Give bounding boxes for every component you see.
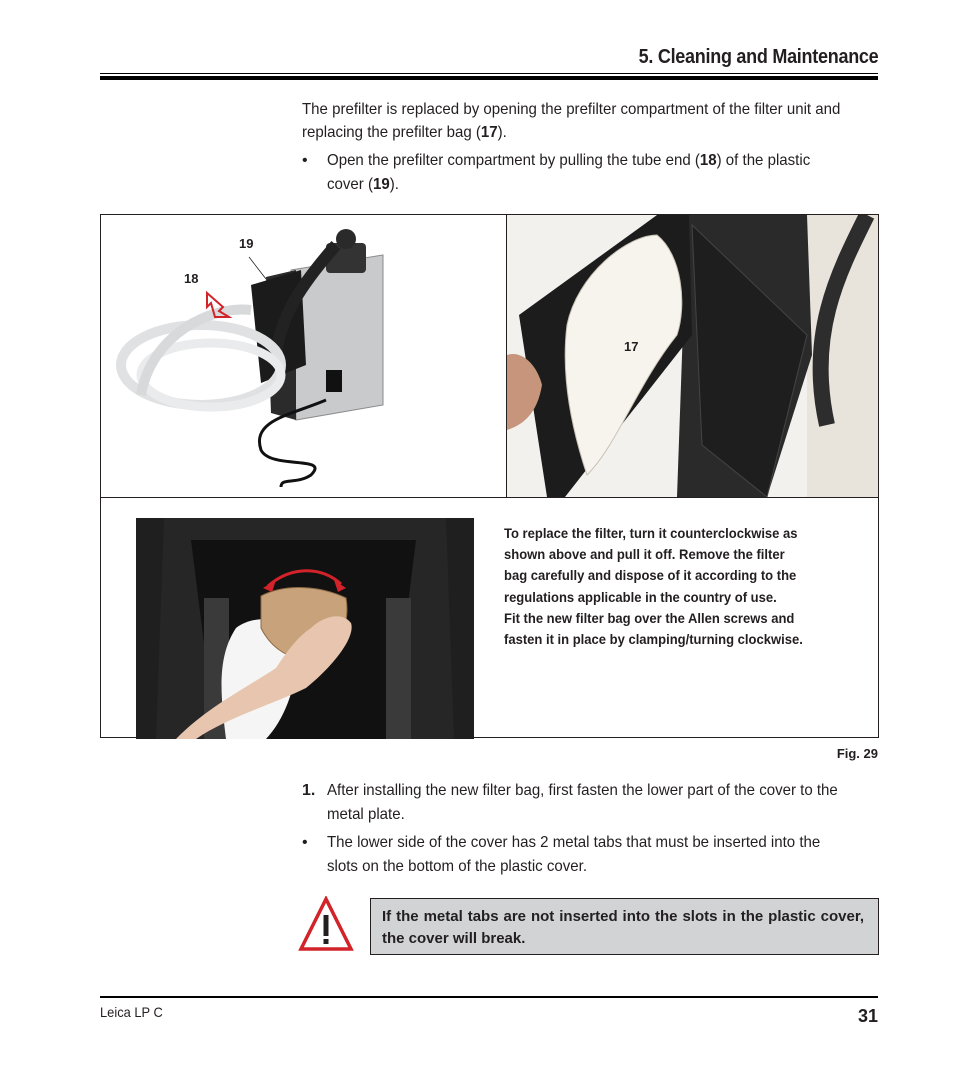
footer-rule <box>100 996 878 998</box>
photo-fitting-filter-bag <box>136 518 474 739</box>
warning-triangle-icon <box>298 896 354 952</box>
footer-product-name: Leica LP C <box>100 1004 163 1020</box>
figure-instructions: To replace the filter, turn it counterclockwise as shown above and pull it off. Remove the filter bag carefully and dispose of it according to the regulations applicable in the country of use. Fit the new filter bag over the Allen screws and fasten it in place by clamping/turning clockwise. <box>504 525 803 648</box>
warning-box: If the metal tabs are not inserted into the slots in the plastic cover, the cover will break. <box>370 898 879 955</box>
intro-paragraph: The prefilter is replaced by opening the prefilter compartment of the filter unit and replacing the prefilter bag (17). <box>302 101 841 141</box>
callout-17: 17 <box>624 339 639 354</box>
photo-filter-unit <box>101 215 506 497</box>
step-number: 1. <box>302 782 316 799</box>
bullet-text: Open the prefilter compartment by pulling the tube end (18) of the plastic cover (19). <box>327 152 811 193</box>
photo-open-compartment <box>507 215 878 497</box>
callout-19: 19 <box>239 236 254 251</box>
figure-label: Fig. 29 <box>836 746 878 761</box>
section-title: 5. Cleaning and Maintenance <box>638 46 878 68</box>
bullet-marker: • <box>302 834 308 851</box>
step-text: After installing the new filter bag, first fasten the lower part of the cover to the metal plate. <box>327 782 838 823</box>
header-rule <box>100 73 878 74</box>
header-rule-thick <box>100 76 878 80</box>
figure-29 <box>100 214 879 738</box>
bullet-marker: • <box>302 152 308 169</box>
figure-divider-horizontal <box>101 497 878 498</box>
bullet-text: The lower side of the cover has 2 metal tabs that must be inserted into the slots on the bottom of the plastic cover. <box>327 834 821 875</box>
callout-18: 18 <box>184 271 199 286</box>
page-number: 31 <box>857 1006 878 1026</box>
